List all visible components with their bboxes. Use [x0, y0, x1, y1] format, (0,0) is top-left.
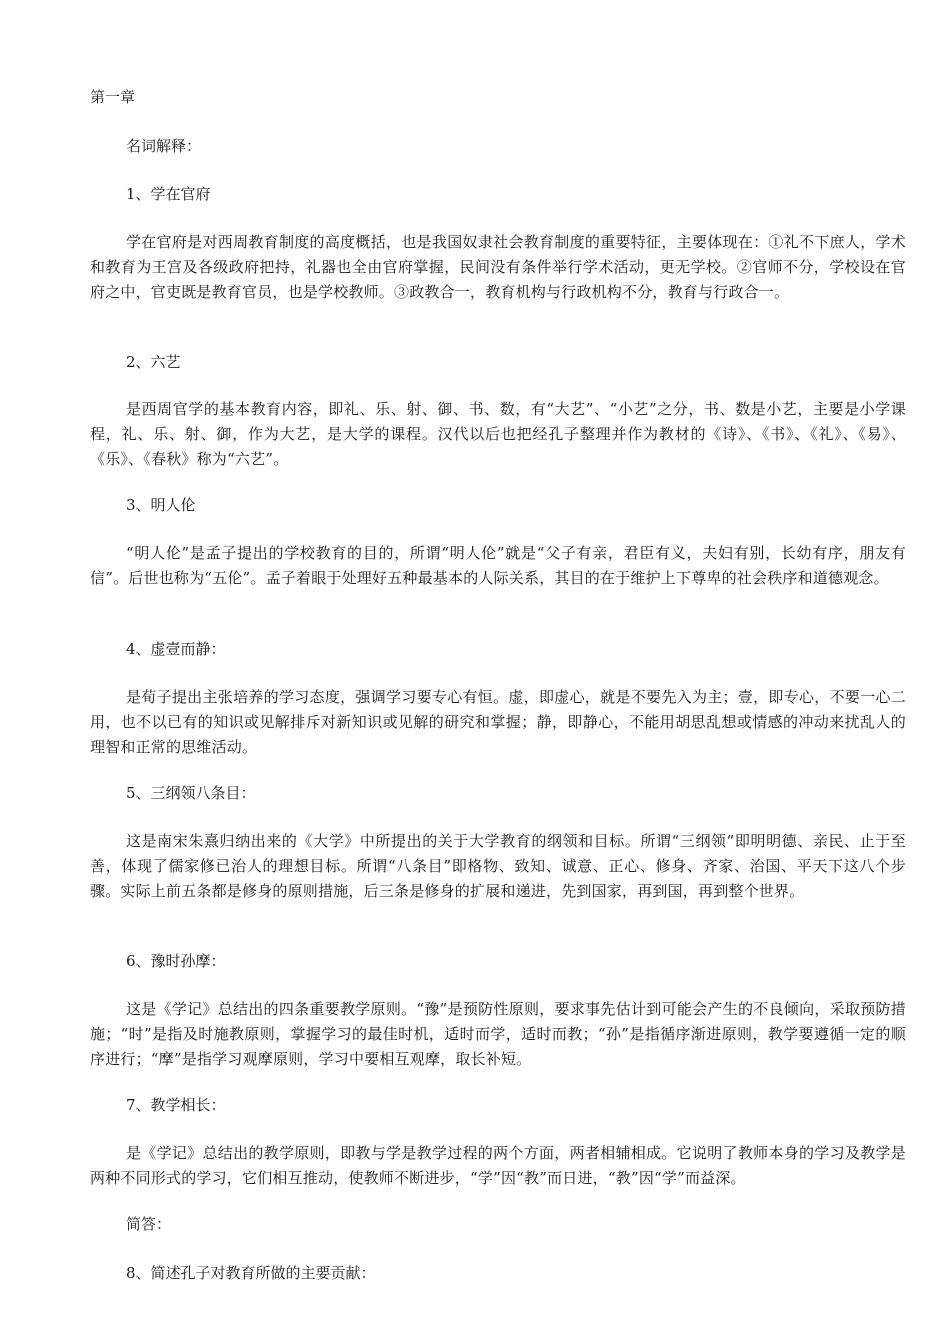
item-paragraph: “明人伦”是孟子提出的学校教育的目的，所谓“明人伦”就是“父子有亲，君臣有义，夫妇有别，长幼有序，朋友有信”。后世也称为“五伦”。孟子着眼于处理好五种最基本的人际关系，其目的在于维护上下尊卑的社会秩序和道德观念。	[90, 544, 906, 587]
item-heading: 4、虚壹而静：	[126, 640, 226, 658]
item-heading: 3、明人伦	[126, 496, 196, 514]
question-heading: 8、简述孔子对教育所做的主要贡献：	[126, 1264, 376, 1282]
item-heading: 5、三纲领八条目：	[126, 784, 256, 802]
item-heading: 2、六艺	[126, 353, 181, 371]
section-heading-terms: 名词解释：	[126, 137, 202, 155]
item-paragraph: 是荀子提出主张培养的学习态度，强调学习要专心有恒。虚，即虚心，就是不要先入为主；壹，即专心，不要一心二用，也不以已有的知识或见解排斥对新知识或见解的研究和掌握；静，即静心，不能用胡思乱想或情感的冲动来扰乱人的理智和正常的思维活动。	[90, 688, 906, 756]
item-paragraph: 是西周官学的基本教育内容，即礼、乐、射、御、书、数，有“大艺”、“小艺”之分，书、数是小艺，主要是小学课程，礼、乐、射、御，作为大艺，是大学的课程。汉代以后也把经孔子整理并作为教材的《诗》、《书》、《礼》、《易》、《乐》、《春秋》称为“六艺”。	[90, 400, 906, 468]
item-heading: 1、学在官府	[126, 185, 211, 203]
item-paragraph: 是《学记》总结出的教学原则，即教与学是教学过程的两个方面，两者相辅相成。它说明了教师本身的学习及教学是两种不同形式的学习，它们相互推动，使教师不断进步，“学”因“教”而日进，“教”因“学”而益深。	[90, 1144, 906, 1187]
chapter-title: 第一章	[90, 88, 136, 106]
section-heading-short-answer: 简答：	[126, 1215, 172, 1233]
item-paragraph: 这是南宋朱熹归纳出来的《大学》中所提出的关于大学教育的纲领和目标。所谓“三纲领”即明明德、亲民、止于至善，体现了儒家修已治人的理想目标。所谓“八条目”即格物、致知、诚意、正心、修身、齐家、治国、平天下这八个步骤。实际上前五条都是修身的原则措施，后三条是修身的扩展和递进，先到国家，再到国，再到整个世界。	[90, 832, 906, 900]
item-paragraph: 这是《学记》总结出的四条重要教学原则。“豫”是预防性原则，要求事先估计到可能会产生的不良倾向，采取预防措施；“时”是指及时施教原则，掌握学习的最佳时机，适时而学，适时而教；“孙”是指循序渐进原则，教学要遵循一定的顺序进行；“摩”是指学习观摩原则，学习中要相互观摩，取长补短。	[90, 1000, 906, 1068]
item-heading: 6、豫时孙摩：	[126, 952, 226, 970]
item-paragraph: 学在官府是对西周教育制度的高度概括，也是我国奴隶社会教育制度的重要特征，主要体现在：①礼不下庶人，学术和教育为王宫及各级政府把持，礼器也全由官府掌握，民间没有条件举行学术活动，更无学校。②官师不分，学校设在官府之中，官吏既是教育官员，也是学校教师。③政教合一，教育机构与行政机构不分，教育与行政合一。	[90, 233, 906, 301]
item-heading: 7、教学相长：	[126, 1096, 226, 1114]
